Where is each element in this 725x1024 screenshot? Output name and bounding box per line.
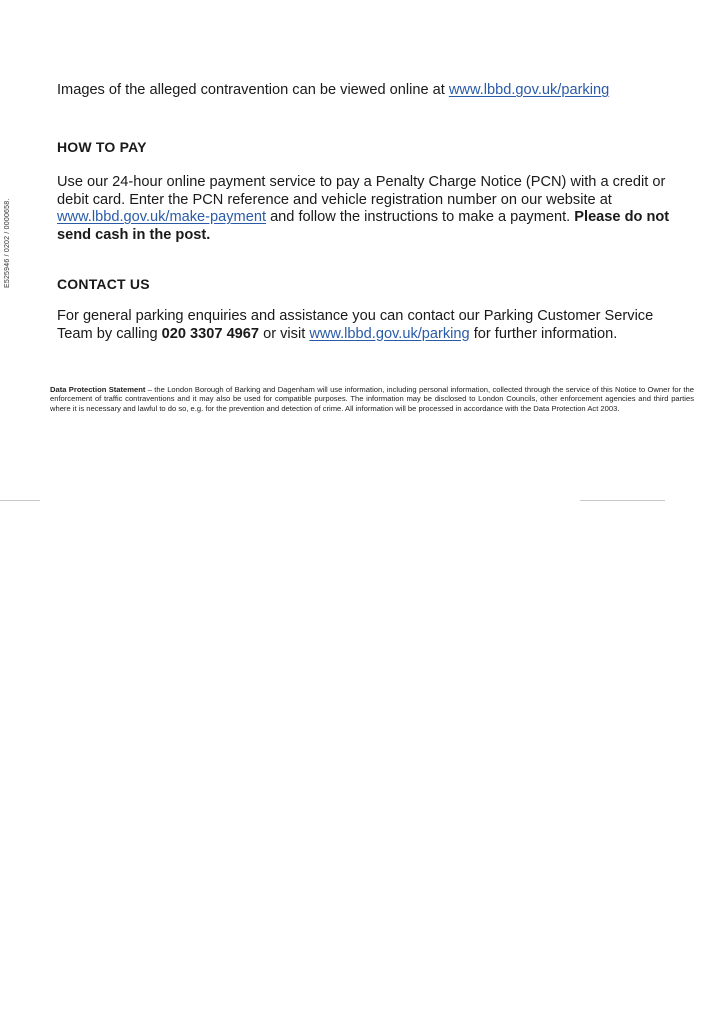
- fold-line-left: [0, 500, 40, 501]
- contact-us-heading: CONTACT US: [57, 276, 150, 292]
- contact-parking-link[interactable]: www.lbbd.gov.uk/parking: [309, 325, 470, 342]
- contact-text-3: for further information.: [469, 325, 618, 342]
- data-protection-statement: [50, 385, 694, 413]
- fold-line-right: [580, 500, 665, 501]
- side-reference-code: E525946 / 0202 / 0000658.: [4, 198, 11, 288]
- how-to-pay-text-1: Use our 24-hour online payment service to pay a Penalty Charge Notice (PCN) with a credit or debit card. Enter the PCN reference and vehicle registration number on our website at: [57, 174, 666, 208]
- how-to-pay-text-2: and follow the instructions to make a payment.: [266, 209, 575, 225]
- contact-text-2: or visit: [259, 325, 310, 342]
- images-paragraph: [57, 82, 677, 100]
- how-to-pay-paragraph: [57, 174, 677, 244]
- make-payment-link[interactable]: www.lbbd.gov.uk/make-payment: [57, 209, 267, 225]
- images-text: Images of the alleged contravention can be viewed online at: [57, 82, 449, 98]
- phone-number: 020 3307 4967: [161, 325, 260, 342]
- how-to-pay-heading: HOW TO PAY: [57, 139, 147, 155]
- data-protection-label: Data Protection Statement: [50, 385, 146, 394]
- no-cash-warning: Please do not send cash in the post.: [57, 209, 670, 243]
- data-protection-text: – the London Borough of Barking and Dagenham will use information, including personal information, collected through the service of this Notice to Owner for the enforcement of traffic contraventions and it may also be used for compatible purposes. The information may be disclosed to London Councils, other enforcement agencies and third parties where it is necessary and lawful to do so, e.g. for the prevention and detection of crime. All information will be processed in accordance with the Data Protection Act 2003.: [50, 385, 694, 413]
- contact-text-1: For general parking enquiries and assistance you can contact our Parking Customer Service Team by calling: [57, 308, 654, 342]
- parking-link[interactable]: www.lbbd.gov.uk/parking: [448, 82, 610, 98]
- contact-us-paragraph: [57, 308, 677, 343]
